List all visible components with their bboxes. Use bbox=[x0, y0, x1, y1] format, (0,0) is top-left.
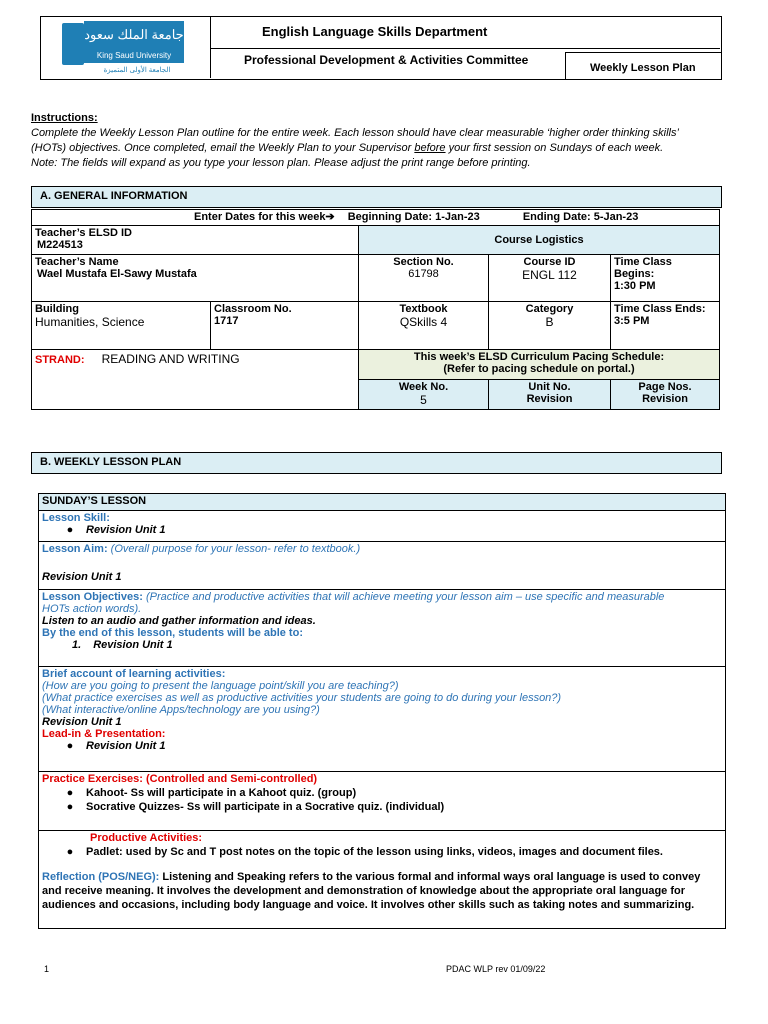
teacher-name-value: Wael Mustafa El-Sawy Mustafa bbox=[37, 268, 197, 280]
instructions-line-1: Complete the Weekly Lesson Plan outline for the entire week. Each lesson should have clear measurable ‘higher order thinking skills’ bbox=[31, 127, 679, 139]
classroom-value: 1717 bbox=[214, 315, 239, 327]
productive-item-text: Padlet: used by Sc and T post notes on the topic of the lesson using links, videos, images and document files. bbox=[86, 846, 663, 858]
objectives-label: Lesson Objectives: bbox=[42, 591, 146, 603]
lesson-aim-line bbox=[42, 543, 722, 555]
textbook-label: Textbook bbox=[399, 303, 448, 315]
productive-label: Productive Activities: bbox=[90, 832, 203, 844]
lesson-aim-label: Lesson Aim: bbox=[42, 543, 111, 555]
course-id-value: ENGL 112 bbox=[522, 268, 577, 282]
textbook-cell bbox=[359, 302, 489, 350]
leadin-item-text: Revision Unit 1 bbox=[86, 740, 166, 752]
practice-label: Practice Exercises: (Controlled and Semi-controlled) bbox=[42, 773, 318, 785]
category-label: Category bbox=[525, 303, 574, 315]
page-number: 1 bbox=[44, 964, 50, 974]
teacher-name-cell bbox=[32, 255, 359, 302]
bullet-icon: ● bbox=[66, 787, 74, 799]
time-ends-cell bbox=[611, 302, 720, 350]
page-label: Page Nos. bbox=[638, 381, 692, 393]
section-b-heading: B. WEEKLY LESSON PLAN bbox=[31, 452, 722, 474]
instructions-line-2c: your first session on Sundays of each week. bbox=[445, 142, 664, 154]
lesson-aim-value: Revision Unit 1 bbox=[42, 571, 122, 583]
unit-cell bbox=[489, 380, 611, 410]
objectives-hint-2: HOTs action words). bbox=[42, 603, 142, 615]
lesson-aim-block bbox=[38, 542, 726, 590]
course-logistics: Course Logistics bbox=[359, 226, 720, 255]
leadin-label: Lead-in & Presentation: bbox=[42, 728, 166, 740]
time-begins-cell bbox=[611, 255, 720, 302]
reflection-label: Reflection (POS/NEG): bbox=[42, 871, 160, 883]
dates-prompt: Enter Dates for this week➔ bbox=[194, 211, 335, 223]
building-cell bbox=[32, 302, 211, 350]
instructions-title: Instructions: bbox=[31, 112, 98, 124]
brief-label: Brief account of learning activities: bbox=[42, 668, 226, 680]
brief-account-block bbox=[38, 667, 726, 772]
instructions-line-2 bbox=[31, 142, 663, 154]
section-cell bbox=[359, 255, 489, 302]
objectives-end: By the end of this lesson, students will be able to: bbox=[42, 627, 303, 639]
sunday-lesson bbox=[38, 493, 726, 929]
practice-item-1-text: Kahoot- Ss will participate in a Kahoot quiz. (group) bbox=[86, 787, 357, 799]
header-divider bbox=[210, 48, 720, 49]
logo-tagline: الجامعة الأولى المتميزة bbox=[103, 67, 171, 74]
section-label: Section No. bbox=[393, 256, 454, 268]
brief-question-3: (What interactive/online Apps/technology are you using?) bbox=[42, 704, 320, 716]
time-ends-label: Time Class Ends: bbox=[614, 303, 706, 315]
practice-block bbox=[38, 772, 726, 831]
productive-item bbox=[42, 846, 722, 858]
logo-english: King Saud University bbox=[84, 49, 184, 63]
bullet-icon: ● bbox=[66, 740, 74, 752]
week-value: 5 bbox=[420, 393, 427, 407]
teacher-id-label: Teacher’s ELSD ID bbox=[35, 227, 132, 239]
objectives-hint-1: (Practice and productive activities that will achieve meeting your lesson aim – use specific and measurable bbox=[145, 591, 665, 603]
time-begins-value: 1:30 PM bbox=[614, 280, 656, 292]
practice-item-1 bbox=[42, 787, 722, 799]
lesson-objectives-block bbox=[38, 590, 726, 667]
lesson-skill-block bbox=[38, 511, 726, 542]
bullet-icon: ● bbox=[66, 801, 74, 813]
teacher-id-value: M224513 bbox=[37, 239, 83, 251]
objectives-line-1 bbox=[42, 591, 722, 603]
strand-value: READING AND WRITING bbox=[101, 352, 240, 366]
course-id-label: Course ID bbox=[523, 256, 576, 268]
lesson-aim-hint: (Overall purpose for your lesson- refer to textbook.) bbox=[110, 543, 361, 555]
productive-block bbox=[38, 831, 726, 929]
strand-label: STRAND: bbox=[35, 354, 85, 366]
classroom-cell bbox=[211, 302, 359, 350]
practice-item-2 bbox=[42, 801, 722, 813]
brief-question-1: (How are you going to present the language point/skill you are teaching?) bbox=[42, 680, 399, 692]
beginning-date: Beginning Date: 1-Jan-23 bbox=[347, 211, 480, 223]
logo-emblem bbox=[62, 23, 84, 65]
objectives-item-text: Revision Unit 1 bbox=[93, 639, 173, 651]
reflection bbox=[42, 870, 722, 912]
textbook-value: QSkills 4 bbox=[399, 315, 448, 329]
page-cell bbox=[611, 380, 720, 410]
page-value: Revision bbox=[642, 393, 688, 405]
doc-type: Weekly Lesson Plan bbox=[590, 62, 696, 74]
instructions-line-2a: (HOTs) objectives. Once completed, email the Weekly Plan to your Supervisor bbox=[31, 142, 415, 154]
time-ends-value: 3:5 PM bbox=[614, 315, 650, 327]
brief-value: Revision Unit 1 bbox=[42, 716, 122, 728]
instructions-line-3: Note: The fields will expand as you type your lesson plan. Please adjust the print range before printing. bbox=[31, 157, 531, 169]
strand-cell bbox=[32, 350, 359, 410]
teacher-id-cell bbox=[32, 226, 359, 255]
objectives-number: 1. bbox=[72, 639, 82, 651]
lesson-skill-text: Revision Unit 1 bbox=[86, 524, 166, 536]
building-label: Building bbox=[35, 303, 79, 315]
section-value: 61798 bbox=[408, 268, 439, 280]
instructions-before: before bbox=[414, 142, 446, 154]
section-a-heading: A. GENERAL INFORMATION bbox=[31, 186, 722, 208]
pacing-line-2: (Refer to pacing schedule on portal.) bbox=[443, 363, 635, 375]
reflection-text: Listening and Speaking refers to the various formal and informal ways oral language is used to convey and receive meaning. It involves the development and demonstration of knowledge about the appropriate oral language for audiences and occasions, including body language and voice. It involves other skills such as taking notes and summarizing. bbox=[42, 871, 701, 911]
pacing-line-1: This week’s ELSD Curriculum Pacing Schedule: bbox=[413, 351, 665, 363]
dates-row bbox=[32, 210, 720, 226]
general-info-table bbox=[31, 209, 720, 410]
objectives-item bbox=[42, 639, 722, 651]
brief-question-2: (What practice exercises as well as productive activities your students are going to do during your lesson?) bbox=[42, 692, 562, 704]
sunday-title: SUNDAY’S LESSON bbox=[38, 493, 726, 511]
category-cell bbox=[489, 302, 611, 350]
logo-arabic: جامعة الملك سعود bbox=[84, 21, 184, 49]
lesson-skill-label: Lesson Skill: bbox=[42, 512, 110, 524]
week-cell bbox=[359, 380, 489, 410]
classroom-label: Classroom No. bbox=[214, 303, 292, 315]
course-id-cell bbox=[489, 255, 611, 302]
week-label: Week No. bbox=[398, 381, 449, 393]
category-value: B bbox=[545, 315, 554, 329]
bullet-icon: ● bbox=[66, 524, 74, 536]
unit-value: Revision bbox=[526, 393, 573, 405]
building-value: Humanities, Science bbox=[35, 315, 145, 329]
objectives-value: Listen to an audio and gather information and ideas. bbox=[42, 615, 316, 627]
time-begins-label: Time Class Begins: bbox=[614, 256, 672, 280]
university-logo bbox=[62, 21, 188, 77]
teacher-name-label: Teacher’s Name bbox=[35, 256, 119, 268]
lesson-skill-item bbox=[42, 524, 722, 536]
department-title: English Language Skills Department bbox=[262, 24, 488, 39]
committee-title: Professional Development & Activities Committee bbox=[244, 53, 529, 67]
ending-date: Ending Date: 5-Jan-23 bbox=[522, 211, 639, 223]
revision-note: PDAC WLP rev 01/09/22 bbox=[446, 964, 546, 974]
unit-label: Unit No. bbox=[528, 381, 571, 393]
bullet-icon: ● bbox=[66, 846, 74, 858]
leadin-item bbox=[42, 740, 722, 752]
pacing-schedule bbox=[359, 350, 720, 380]
practice-item-2-text: Socrative Quizzes- Ss will participate in a Socrative quiz. (individual) bbox=[86, 801, 445, 813]
